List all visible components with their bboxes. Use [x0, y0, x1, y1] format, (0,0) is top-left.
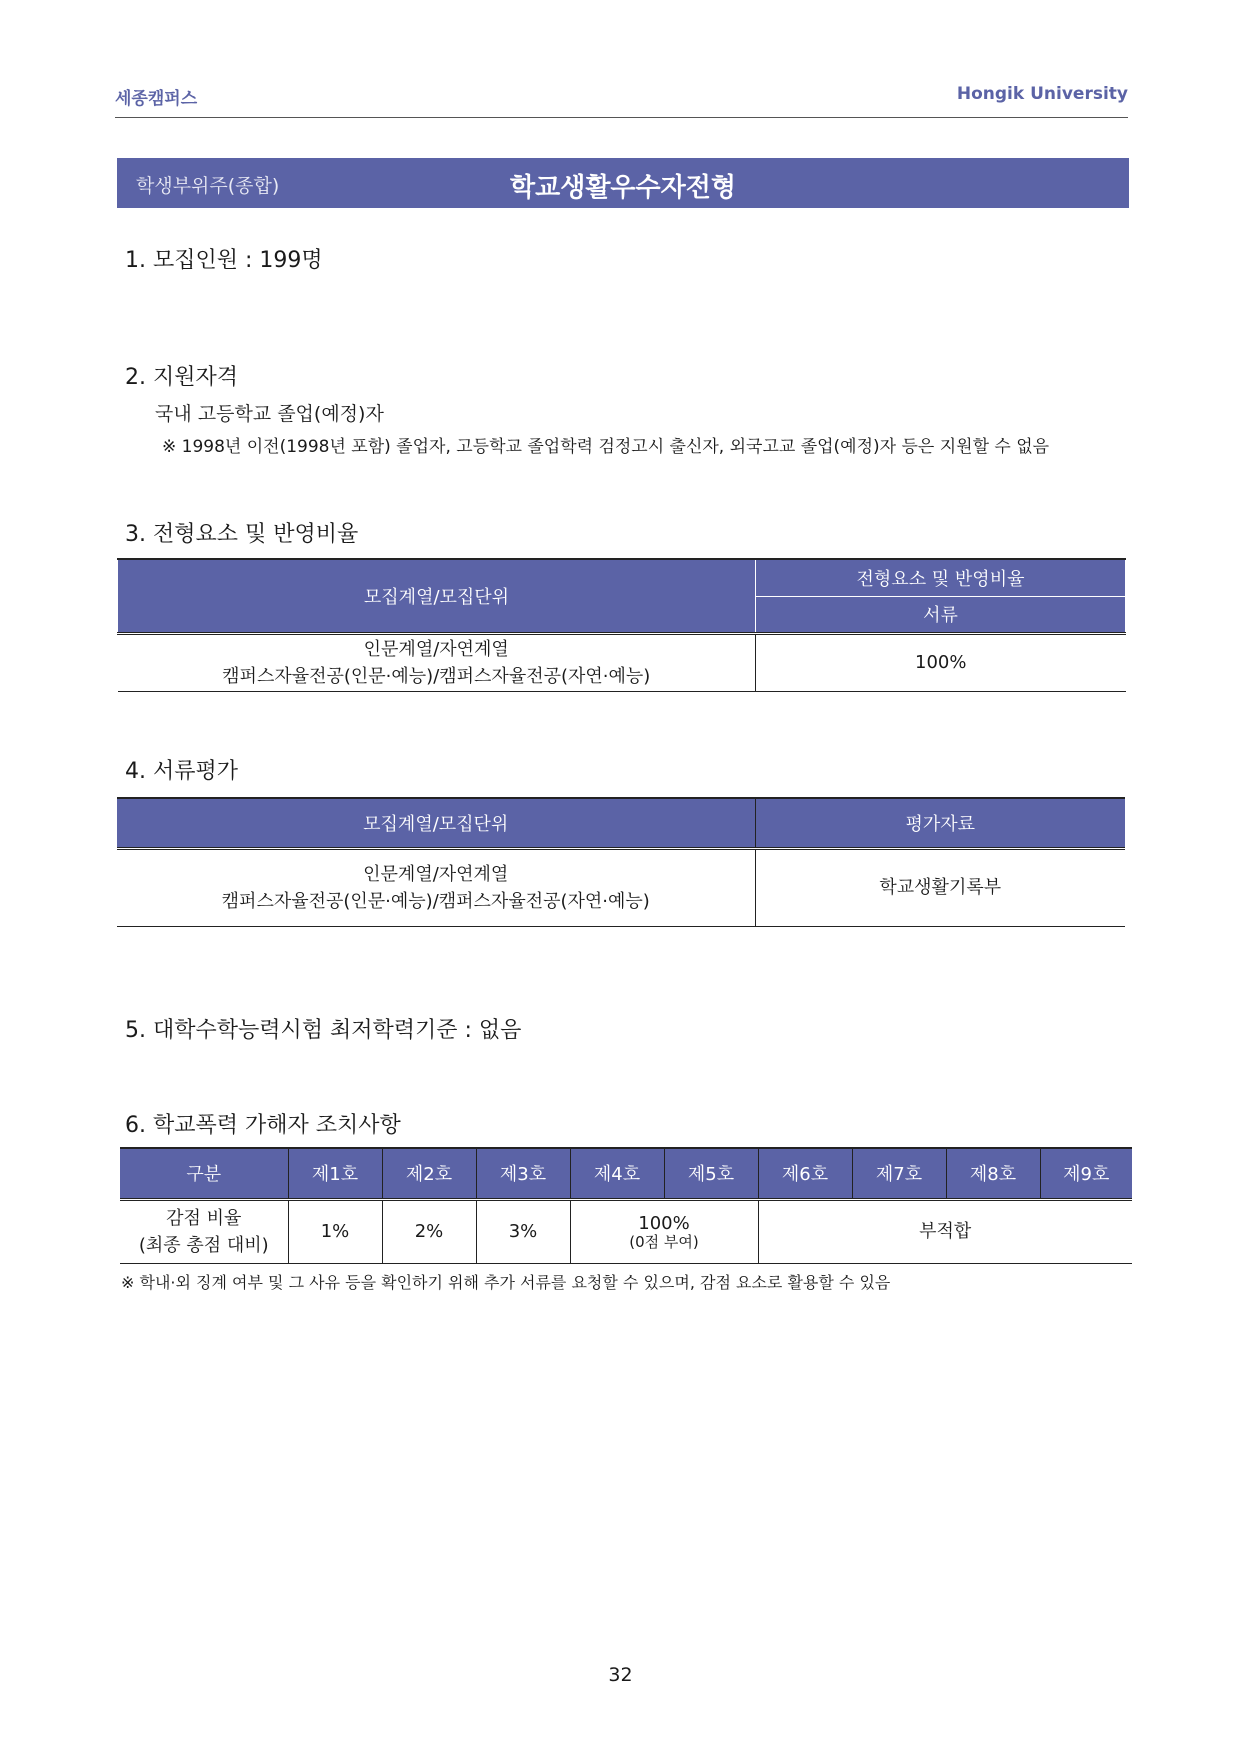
violence-header-category: 구분 — [120, 1148, 288, 1199]
violence-value-4-5-sub: (0점 부여) — [629, 1232, 699, 1251]
ratio-row-line2: 캠퍼스자율전공(인문·예능)/캠퍼스자율전공(자연·예능) — [222, 665, 651, 687]
banner-category: 학생부위주(종합) — [136, 175, 280, 197]
ratio-table — [117, 558, 1126, 692]
section-5-title: 5. 대학수학능력시험 최저학력기준 : 없음 — [125, 1018, 522, 1043]
violence-value-4-5 — [570, 1199, 758, 1263]
eval-col2-header: 평가자료 — [755, 798, 1125, 848]
campus-label: 세종캠퍼스 — [115, 89, 198, 109]
violence-header-2: 제2호 — [382, 1148, 476, 1199]
section-4-title: 4. 서류평가 — [125, 759, 238, 784]
header-divider — [115, 117, 1128, 118]
eval-col1-header: 모집계열/모집단위 — [117, 798, 755, 848]
eval-row-units — [117, 848, 755, 926]
ratio-row-units — [118, 633, 756, 691]
violence-header-9: 제9호 — [1040, 1148, 1132, 1199]
violence-header-5: 제5호 — [664, 1148, 758, 1199]
section-banner — [117, 158, 1129, 208]
section-2-title: 2. 지원자격 — [125, 365, 238, 390]
violence-header-8: 제8호 — [946, 1148, 1040, 1199]
violence-value-4-5-main: 100% — [638, 1212, 690, 1234]
violence-value-2: 2% — [382, 1199, 476, 1263]
section-6-note: ※ 학내·외 징계 여부 및 그 사유 등을 확인하기 위해 추가 서류를 요청할 수 있으며, 감점 요소로 활용할 수 있음 — [121, 1273, 891, 1292]
eval-row-value: 학교생활기록부 — [755, 848, 1125, 926]
ratio-col2-header: 전형요소 및 반영비율 — [756, 559, 1126, 596]
ratio-col1-header: 모집계열/모집단위 — [118, 559, 756, 633]
violence-header-6: 제6호 — [758, 1148, 852, 1199]
violence-header-1: 제1호 — [288, 1148, 382, 1199]
section-2-note: ※ 1998년 이전(1998년 포함) 졸업자, 고등학교 졸업학력 검정고시 출신자, 외국고교 졸업(예정)자 등은 지원할 수 없음 — [162, 437, 1050, 457]
document-eval-table — [117, 797, 1125, 927]
university-label: Hongik University — [956, 84, 1128, 104]
violence-header-4: 제4호 — [570, 1148, 664, 1199]
ratio-col2-subheader: 서류 — [756, 596, 1126, 633]
violence-value-3: 3% — [476, 1199, 570, 1263]
eval-row-line2: 캠퍼스자율전공(인문·예능)/캠퍼스자율전공(자연·예능) — [221, 890, 650, 912]
violence-header-3: 제3호 — [476, 1148, 570, 1199]
violence-row-label-line2: (최종 총점 대비) — [138, 1234, 269, 1256]
section-6-title: 6. 학교폭력 가해자 조치사항 — [125, 1113, 401, 1138]
eval-row-line1: 인문계열/자연계열 — [363, 863, 509, 885]
violence-value-6-9: 부적합 — [758, 1199, 1132, 1263]
section-1-title: 1. 모집인원 : 199명 — [125, 248, 323, 273]
violence-value-1: 1% — [288, 1199, 382, 1263]
banner-title: 학교생활우수자전형 — [509, 173, 737, 203]
page-number: 32 — [608, 1664, 633, 1686]
section-2-line: 국내 고등학교 졸업(예정)자 — [155, 403, 384, 425]
ratio-row-value: 100% — [756, 633, 1126, 691]
ratio-row-line1: 인문계열/자연계열 — [363, 638, 509, 660]
violence-header-7: 제7호 — [852, 1148, 946, 1199]
section-3-title: 3. 전형요소 및 반영비율 — [125, 522, 359, 547]
violence-row-label-line1: 감점 비율 — [166, 1207, 242, 1229]
school-violence-table — [120, 1147, 1132, 1264]
violence-row-label — [120, 1199, 288, 1263]
